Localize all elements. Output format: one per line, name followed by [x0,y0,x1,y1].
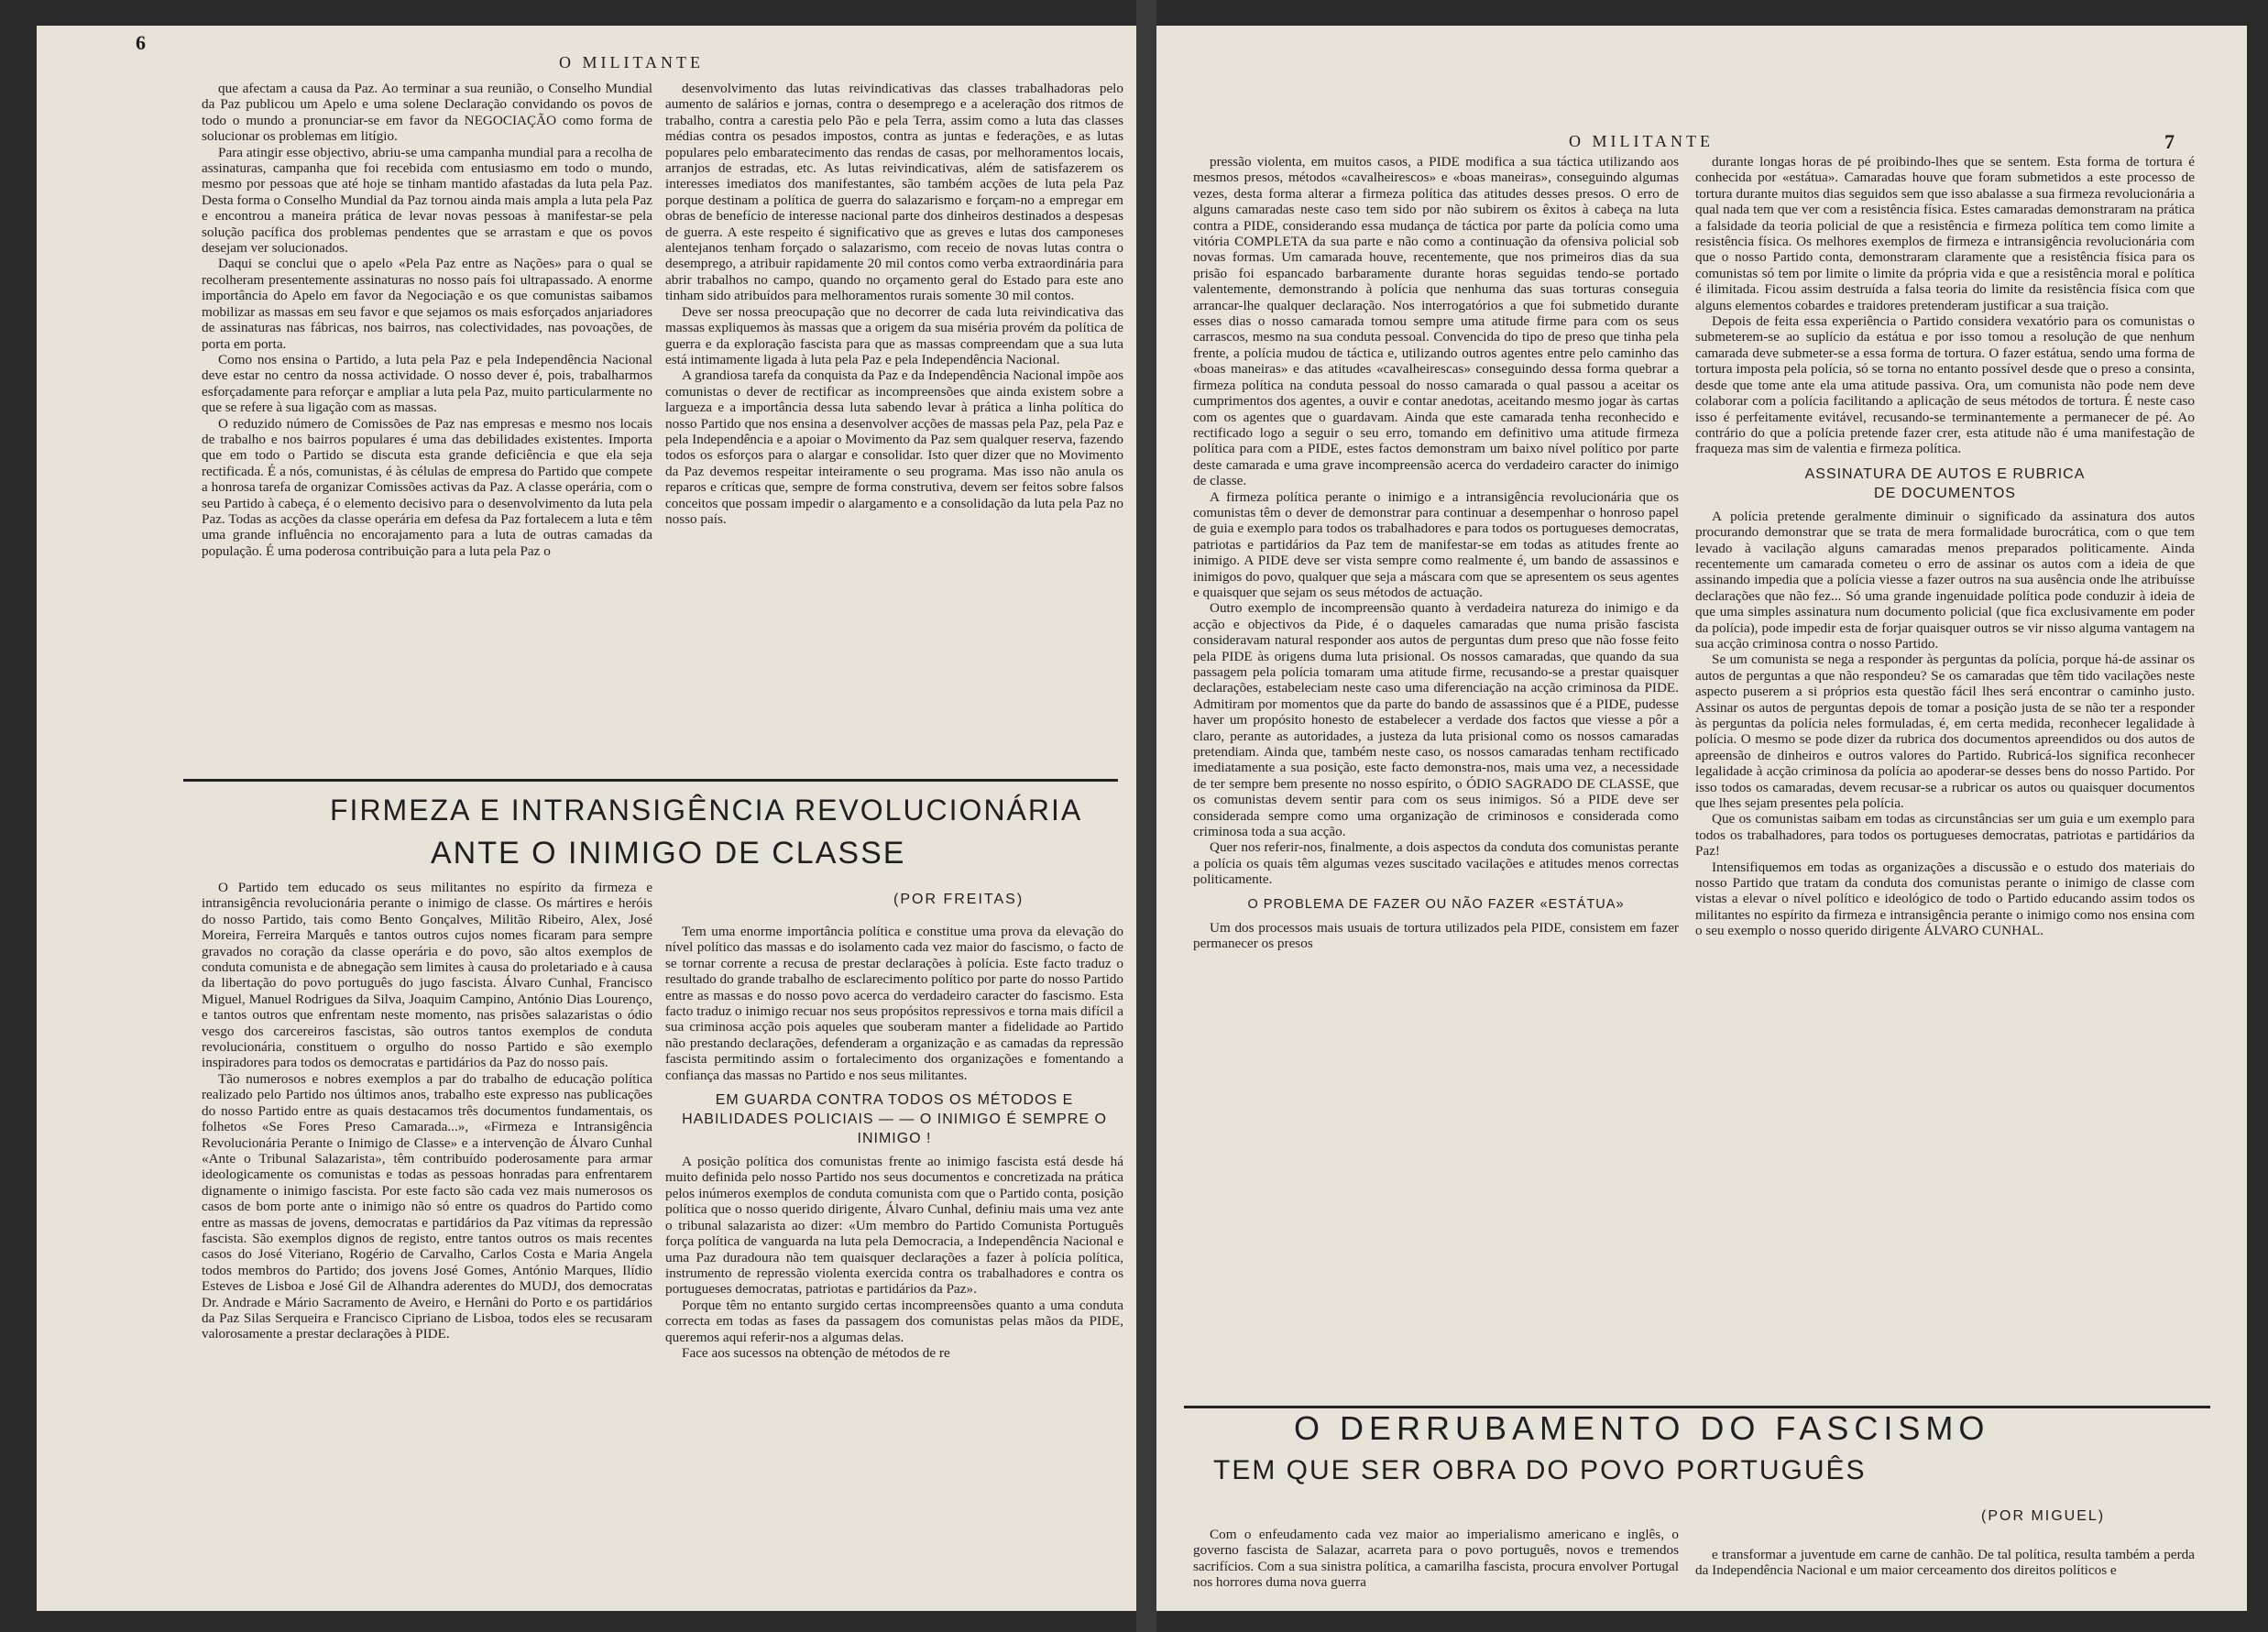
subheading: EM GUARDA CONTRA TODOS OS MÉTODOS E HABILIDADES POLICIAIS — — O INIMIGO É SEMPRE O INIMIGO ! [682,1092,1107,1147]
bottom-column-2 [665,924,1123,1604]
paragraph: pressão violenta, em muitos casos, a PIDE modifica a sua táctica utilizando aos mesmos presos, métodos «cavalheirescos» e «boas maneiras», conseguindo algumas vezes, desta forma alterar a firmeza política das atitudes desses presos. O erro de alguns camaradas neste caso tem sido por não subirem os êxitos à cabeça na luta contra a PIDE, considerando essa mudança de táctica por parte da polícia como uma vitória COMPLETA da sua parte e não como a continuação da ofensiva policial sob novas formas. Um camarada houve, recentemente, que nos primeiros dias da sua prisão foi espancado barbaramente durante horas seguidas tendo-se portado valentemente, demonstrando à polícia que nenhuma das suas torturas conseguia arrancar-lhe qualquer declaração. Nos interrogatórios a que foi submetido durante esses dias o nosso camarada tomou sempre uma atitude firme para com os seus carrascos, mesmo na sua conduta pessoal. Convencida do tipo de preso que tinha pela frente, a polícia mudou de táctica e, utilizando outros agentes entre pelo caminho das «boas maneiras» e das atitudes «cavalheirescas» conseguindo dessa forma quebrar a firmeza política na conduta pessoal do nosso camarada o qual passou a aceitar os cumprimentos dos agentes, a ouvir e contar anedotas, aceitando mesmo jogar às cartas com os agentes que o guardavam. Ainda que este camarada tenha reconhecido e rectificado logo a seguir o seu erro, tomando em definitivo uma atitude firmeza política para com a PIDE, estes factos demonstram um baixo nível político por parte deste camarada e uma grave incompreensão acerca do verdadeiro caracter do inimigo de classe. [1193,154,1679,489]
paragraph: que afectam a causa da Paz. Ao terminar a sua reunião, o Conselho Mundial da Paz publicou um Apelo e uma solene Declaração convidando os povos de todo o mundo a pronunciar-se em favor da NEGOCIAÇÃO como forma de solucionar os problemas em litígio. [202,81,652,145]
article-headline-line-2: TEM QUE SER OBRA DO POVO PORTUGUÊS [1213,1455,1867,1485]
top-column-1 [202,81,652,770]
paragraph: Tem uma enorme importância política e constitue uma prova da elevação do nível político das massas e do isolamento cada vez maior do fascismo, o facto de se tornar corrente a recusa de prestar declarações à polícia. Este facto traduz o resultado do grande trabalho de esclarecimento político por parte do nosso Partido entre as massas e do nosso povo acerca do verdadeiro caracter do fascismo. Esta facto traduz o inimigo recuar nos seus propósitos repressivos e torna mais difícil a sua criminosa acção pois aqueles que souberam manter a fidelidade ao Partido não prestando declarações, defenderam a organização e as camadas da repressão fascista permitindo assim o fortalecimento dos organizações e fomentando a confiança das massas no Partido e nos seus militantes. [665,924,1123,1083]
right-page [1156,26,2247,1611]
article-headline-line-2: ANTE O INIMIGO DE CLASSE [431,836,906,871]
paragraph: Um dos processos mais usuais de tortura utilizados pela PIDE, consistem em fazer permanecer os presos [1193,919,1679,952]
paragraph: Porque têm no entanto surgido certas incompreensões quanto a uma conduta correcta em todas as fases da passagem dos comunistas pelas mãos da PIDE, queremos aqui referir-nos a algumas delas. [665,1297,1123,1345]
page-gutter [1136,0,1156,1632]
page-number: 7 [2164,130,2175,153]
section-divider [183,779,1118,782]
paragraph: Outro exemplo de incompreensão quanto à verdadeira natureza do inimigo e da acção e objectivos da Pide, é o daqueles camaradas que numa prisão fascista consideravam natural responder aos autos de perguntas dum preso que não fosse feito pela PIDE às origens duma luta prisional. Os nossos camaradas, que quando da sua passagem pela polícia tomaram uma atitude firme, recusando-se a prestar quaisquer declarações, estabeleciam neste caso uma diferenciação na acção criminosa da PIDE. Admitiram por momentos que da parte do bando de assassinos que é a PIDE, pudesse haver um propósito honesto de estabelecer a verdade dos factos que viesse a pôr a claro, perante as autoridades, a justeza da luta prisional como os nossos camaradas pretendiam. Ainda que, também neste caso, os nossos camaradas tenham rectificado imediatamente a sua posição, este facto demonstra-nos, mais uma vez, a necessidade de ter sempre bem presente no nosso espírito, o ÓDIO SAGRADO DE CLASSE, que os comunistas devem sentir para com os seus inimigos. Só a PIDE deve ser considerada sempre como uma organização de criminosos e considerada como criminosa toda a sua acção. [1193,600,1679,840]
paragraph: O Partido tem educado os seus militantes no espírito da firmeza e intransigência revolucionária perante o inimigo de classe. Os mártires e heróis do nosso Partido, tais como Bento Gonçalves, Militão Ribeiro, Alex, José Moreira, Ferreira Marquês e tantos outros cujos nomes ficaram para sempre gravados no coração da classe operária e do povo, são altos exemplos de conduta comunista e de abnegação sem limites à causa do proletariado e à causa da libertação do povo português do jugo fascista. Álvaro Cunhal, Francisco Miguel, Manuel Rodrigues da Silva, Joaquim Campino, António Dias Lourenço, e tantos outros que enfrentam neste momento, nas prisões salazaristas o ódio vesgo dos carcereiros fascistas, são outros tantos exemplos de conduta revolucionária, constituem o orgulho do nosso Partido e são exemplo inspiradores para todos os democratas e partidários da Paz do nosso país. [202,880,652,1071]
right-column-1 [1193,154,1679,1391]
paragraph: Daqui se conclui que o apelo «Pela Paz entre as Nações» para o qual se recolheram presentemente assinaturas no nosso país foi ultrapassado. A enorme importância do Apelo em favor da Negociação e os que comunistas saibamos mobilizar as massas em seu favor e que sejamos os mais esforçados anjariadores de assinaturas nas fábricas, nos bairros, nas colectividades, nas povoações, de porta em porta. [202,256,652,352]
paragraph: Deve ser nossa preocupação que no decorrer de cada luta reivindicativa das massas expliquemos às massas que a origem da sua miséria provém da política de guerra e da exploração fascista para que as massas compreendam que a sua luta está intimamente ligada à luta pela Paz e pela Independência Nacional. [665,303,1123,367]
byline: (POR MIGUEL) [1981,1508,2106,1524]
subheading: ASSINATURA DE AUTOS E RUBRICA [1804,466,2086,482]
paragraph: Para atingir esse objectivo, abriu-se uma campanha mundial para a recolha de assinaturas, campanha que foi recebida com entusiasmo em todo o mundo, mesmo por pessoas que até hoje se tinham mantido afastadas da luta pela Paz. Desta forma o Conselho Mundial da Paz tornou ainda mais ampla a luta pela Paz e encontrou a maneira prática de levar novas pessoas à manifestar-se pela solução pacífica dos problemas pendentes que se arrastam e que os povos desejam ver solucionados. [202,144,652,257]
running-head: O MILITANTE [1569,132,1715,150]
paragraph: A posição política dos comunistas frente ao inimigo fascista está desde há muito definida pelo nosso Partido nos seus documentos e concretizada na prática pelos inúmeros exemplos de conduta comunista com que o Partido conta, posição política que o nosso querido dirigente, Álvaro Cunhal, definiu mais uma vez ante o tribunal salazarista ao dizer: «Um membro do Partido Comunista Português força política de vanguarda na luta pela Democracia, a Independência Nacional e uma Paz duradoura não tem quaisquer declarações a fazer à polícia política, instrumento de repressão violenta exercida contra os trabalhadores e contra os portugueses democratas, patriotas e partidários da Paz». [665,1154,1123,1298]
paragraph: Com o enfeudamento cada vez maior ao imperialismo americano e inglês, o governo fascista de Salazar, acarreta para o povo português, novos e tremendos sacrifícios. Com a sua sinistra política, a camarilha fascista, procura envolver Portugal nos horrores duma nova guerra [1193,1527,1679,1591]
bottom-column-1 [1193,1527,1679,1609]
paragraph: A polícia pretende geralmente diminuir o significado da assinatura dos autos procurando demonstrar que se trata de mera formalidade burocrática, com o que tem levado à vacilação alguns camaradas menos preparados politicamente. Ainda recentemente um camarada cometeu o erro de assinar os autos com a ideia de que assinando impedia que a polícia viesse a fazer outros na sua ausência onde lhe atribuísse declarações que não fez... Só uma grande ingenuidade política pode conduzir à ideia de que uma simples assinatura num documento policial (que fica exclusivamente em poder da polícia), pode impedir esta de forjar quaisquer outros se vir nisso alguma vantagem na sua acção criminosa contra o nosso Partido. [1695,508,2195,652]
article-headline-line-1: O DERRUBAMENTO DO FASCISMO [1294,1409,1990,1447]
subheading: O PROBLEMA DE FAZER OU NÃO FAZER «ESTÁTUA» [1247,896,1625,912]
paragraph: e transformar a juventude em carne de canhão. De tal política, resulta também a perda da Independência Nacional e um maior cerceamento dos direitos políticos e [1695,1547,2195,1579]
bottom-column-2 [1695,1547,2195,1609]
paragraph: desenvolvimento das lutas reivindicativas das classes trabalhadoras pelo aumento de salários e jornas, contra o desemprego e a aceleração dos ritmos de trabalho, contra a carestia pelo Pão e pela Terra, assim como a luta das classes médias contra os pesados impostos, contra as juntas e federações, e as lutas populares pelo embaratecimento das rendas de casas, por melhoramentos locais, arranjos de estradas, etc. As lutas reivindicativas, além de satisfazerem os interesses imediatos dos manifestantes, são também acções de luta pela Paz porque destinam a política de guerra do salazarismo e forçam-no a empregar em obras de benefício de interesse nacional parte dos dinheiros destinados a despesas de guerra. A este respeito é significativo que as greves e lutas dos camponeses alentejanos tenham forçado o salazarismo, com receio de novas lutas contra o desemprego, a atribuir rapidamente 20 mil contos como verba extraordinária para abrir trabalhos no campo, quando no orçamento geral do Estado para este ano tinham sido atribuídos para melhoramentos rurais somente 30 mil contos. [665,81,1123,304]
running-head: O MILITANTE [559,53,705,71]
paragraph: Face aos sucessos na obtenção de métodos de re [682,1344,950,1361]
bottom-column-1 [202,880,652,1604]
top-column-2 [665,81,1123,770]
right-column-2 [1695,154,2195,1391]
paragraph: Tão numerosos e nobres exemplos a par do trabalho de educação política realizado pelo Partido nos últimos anos, trabalho este expresso nas publicações do nosso Partido entre as quais destacamos três documentos fundamentais, os folhetos «Se Fores Preso Camarada...», «Firmeza e Intransigência Revolucionária Perante o Inimigo de Classe» e a intervenção de Álvaro Cunhal «Ante o Tribunal Salazarista», têm contribuído poderosamente para armar ideologicamente os comunistas e todas as pessoas honradas para enfrentarem dignamente o inimigo fascista. Por este facto são cada vez mais numerosos os casos de bom porte ante o inimigo não só entre os quadros do Partido como entre as massas de jovens, democratas e partidários da Paz vítimas da repressão fascista. São exemplos dignos de registo, entre tantos outros os mais recentes casos do José Viteriano, Rogério de Carvalho, Carlos Costa e Maria Angela todos membros do Partido; dos jovens José Gomes, António Marques, Ilídio Esteves de Lisboa e José Gil de Alhandra aderentes do MUDJ, dos democratas Dr. Andrade e Mário Sacramento de Aveiro, e Hernâni do Porto e os partidários da Paz Silas Serqueira e Francisco Cipriano de Lisboa, todos eles se recusaram valorosamente a prestar declarações à PIDE. [202,1070,652,1342]
paragraph: A grandiosa tarefa da conquista da Paz e da Independência Nacional impõe aos comunistas o dever de rectificar as incompreensões que ainda existem sobre a largueza e a importância dessa luta sabendo levar à prática a linha política do nosso Partido que nos ensina a desenvolver acções de massas pela Paz, pela Paz e pela Independência e a apoiar o Movimento da Paz sem qualquer reserva, fazendo todos os esforços para o alargar e consolidar. Isto quer dizer que no Movimento da Paz devemos respeitar inteiramente o seu programa. Mas isso não anula os reparos e críticas que, sempre de forma construtiva, devem ser feitos sobre falsos conceitos que possam impedir o alargamento e a consolidação da luta pela Paz no nosso país. [665,367,1123,527]
paragraph: A firmeza política perante o inimigo e a intransigência revolucionária que os comunistas têm o dever de demonstrar para continuar a desempenhar o honroso papel de guia e exemplo para todos os trabalhadores e para todos os portugueses democratas, patriotas e partidários da Paz tem de manifestar-se em todas as atitudes frente ao inimigo. A PIDE deve ser vista sempre como realmente é, um bando de assassinos e inimigos do povo, qualquer que seja a máscara com que se apresentem os seus agentes e quaisquer que sejam os seus métodos de actuação. [1193,488,1679,600]
subheading: DE DOCUMENTOS [1874,485,2016,501]
byline: (POR FREITAS) [893,892,1024,907]
page-number: 6 [136,31,146,54]
paragraph: Quer nos referir-nos, finalmente, a dois aspectos da conduta dos comunistas perante a polícia os quais têm algumas vezes suscitado vacilações e atitudes menos correctas politicamente. [1193,839,1679,888]
paragraph: Intensifiquemos em todas as organizações a discussão e o estudo dos materiais do nosso Partido que tratam da conduta dos comunistas perante o inimigo de classe com vistas a elevar o nível político e ideológico de todo o Partido educando assim todos os militantes no espírito da firmeza e intransigência perante o inimigo como nos ensina com o seu exemplo o nosso querido dirigente ÁLVARO CUNHAL. [1695,859,2195,939]
paragraph: Depois de feita essa experiência o Partido considera vexatório para os comunistas o submeterem-se ao suplício da estátua e por isso tomou a resolução de que nenhum camarada deve submeter-se a essa forma de tortura. O fazer estátua, sendo uma forma de tortura imposta pela polícia, só se torna no entanto possível desde que o preso a consinta, desde que tome ante ela uma atitude passiva. Ora, um comunista não pode nem deve colaborar com a polícia facilitando a aplicação de seus métodos de tortura. É neste caso isso é perfeitamente evitável, recusando-se terminantemente a permanecer de pé. Ao contrário do que a polícia pretende fazer crer, esta atitude não é uma manifestação de fraqueza mas sim de valentia e firmeza política. [1695,313,2195,457]
paragraph: durante longas horas de pé proibindo-lhes que se sentem. Esta forma de tortura é conhecida por «estátua». Camaradas houve que foram submetidos a este processo de tortura durante muitos dias seguidos sem que isso abalasse a sua firmeza revolucionária a qual nada tem que ver com a resistência física. Estes camaradas demonstraram na prática a falsidade da teoria policial de que a resistência e firmeza política tem como limite a resistência física. Os melhores exemplos de firmeza e intransigência revolucionária com que o nosso Partido conta, demonstraram claramente que a resistência física para os comunistas só tem por limite o limite da própria vida e que a resistência moral e política é ilimitada. Ficou assim destruída a falsa teoria do limite da resistência física com que alguns elementos cobardes e traidores pretenderam justificar a sua traição. [1695,154,2195,313]
section-divider [1184,1406,2210,1408]
left-page [37,26,1136,1611]
article-headline-line-1: FIRMEZA E INTRANSIGÊNCIA REVOLUCIONÁRIA [330,794,1083,827]
paragraph: Que os comunistas saibam em todas as circunstâncias ser um guia e um exemplo para todos os trabalhadores, para todos os portugueses democratas, patriotas e partidários da Paz! [1695,811,2195,860]
paragraph: O reduzido número de Comissões de Paz nas empresas e mesmo nos locais de trabalho e nos bairros populares é uma das debilidades existentes. Importa que em todo o Partido se discuta esta grande deficiência e que ela seja rectificada. É a nós, comunistas, é às células de empresa do Partido que compete a honrosa tarefa de organizar Comissões activas da Paz. A classe operária, com o seu Partido à cabeça, é o elemento decisivo para o desenvolvimento da luta pela Paz. Todas as acções da classe operária em defesa da Paz fortalecem a luta e têm uma grande influência no encorajamento para a luta de outras camadas da população. É uma poderosa contribuição para a luta pela Paz o [202,415,652,559]
paragraph: Como nos ensina o Partido, a luta pela Paz e pela Independência Nacional deve estar no centro da nossa actividade. O nosso dever é, pois, trabalharmos esforçadamente para reforçar e ampliar a luta pela Paz, muito particularmente no que se refere à sua ligação com as massas. [202,351,652,416]
paragraph: Se um comunista se nega a responder às perguntas da polícia, porque há-de assinar os autos de perguntas a que não respondeu? Se os camaradas que têm tido vacilações neste aspecto puserem a si próprios esta questão fácil lhes será encontrar o caminho justo. Assinar os autos de perguntas depois de tomar a posição justa de se não ter a responder às perguntas da polícia neles formuladas, é, em certa medida, reconhecer legalidade à polícia. O mesmo se pode dizer da rubrica dos documentos apreendidos ou dos autos de apreensão de dinheiros e outros valores do Partido. Rubricá-los significa reconhecer legalidade à acção criminosa da polícia ao apoderar-se desses bens do nosso Partido. Por isso todos os camaradas, devem recusar-se a rubricar os autos ou quaisquer documentos que lhes sejam presentes pela polícia. [1695,652,2195,812]
